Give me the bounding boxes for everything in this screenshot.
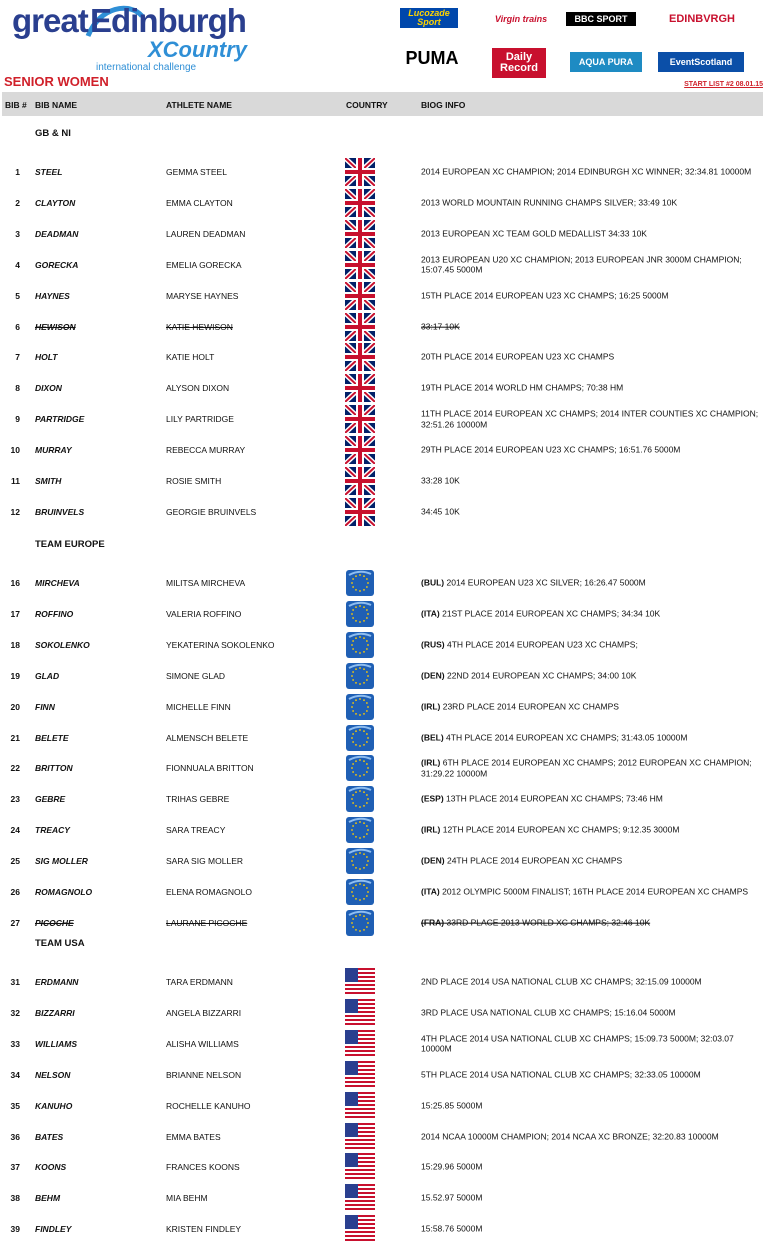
aqua-pura-logo: AQUA PURA — [570, 52, 642, 72]
athlete-name: LAURANE PICOCHE — [166, 917, 248, 928]
bib-number: 23 — [10, 794, 20, 805]
uk-flag-icon — [345, 436, 375, 464]
country-code: (IRL) — [421, 757, 441, 768]
bib-name: FINN — [35, 701, 55, 712]
bib-name: MIRCHEVA — [35, 578, 80, 588]
athlete-name: FIONNUALA BRITTON — [166, 763, 254, 774]
bib-number: 35 — [10, 1100, 20, 1111]
table-row — [0, 784, 768, 814]
bib-name: HOLT — [35, 352, 58, 363]
athlete-name: LAUREN DEADMAN — [166, 228, 246, 239]
athlete-name: YEKATERINA SOKOLENKO — [166, 639, 275, 650]
table-row — [0, 967, 768, 997]
eu-flag-icon — [345, 693, 375, 721]
section-heading: TEAM EUROPE — [35, 539, 105, 550]
bib-name: ROMAGNOLO — [35, 887, 93, 897]
col-bio: BIOG INFO — [421, 100, 466, 110]
biog-info: 2ND PLACE 2014 USA NATIONAL CLUB XC CHAMPS; 32:15.09 10000M — [421, 976, 702, 987]
us-flag-icon — [345, 1092, 375, 1120]
bib-number: 1 — [15, 167, 20, 177]
bib-number: 8 — [15, 383, 20, 394]
uk-flag-icon — [345, 158, 375, 186]
country-code: (IRL) — [421, 824, 441, 835]
table-row — [0, 599, 768, 629]
biog-info: 33:17 10K — [421, 321, 460, 332]
bib-name: BATES — [35, 1131, 64, 1142]
biog-info: 2013 EUROPEAN U20 XC CHAMPION; 2013 EUROPEAN JNR 3000M CHAMPION; 15:07.45 5000M — [421, 254, 742, 275]
uk-flag-icon — [345, 282, 375, 310]
biog-info: 29TH PLACE 2014 EUROPEAN U23 XC CHAMPS; 16:51.76 5000M — [421, 444, 681, 455]
bib-name: SIG MOLLER — [35, 856, 88, 867]
country-code: (IRL) — [421, 701, 441, 712]
bib-name: BEHM — [35, 1193, 61, 1204]
country-code: (FRA) — [421, 917, 445, 928]
table-row — [0, 342, 768, 372]
bib-number: 6 — [15, 321, 20, 332]
start-list-label: START LIST #2 08.01.15 — [684, 81, 763, 88]
athlete-name: KRISTEN FINDLEY — [166, 1224, 242, 1235]
bib-name: TREACY — [35, 825, 70, 836]
athlete-name: REBECCA MURRAY — [166, 445, 246, 456]
uk-flag-icon — [345, 220, 375, 248]
athlete-name: FRANCES KOONS — [166, 1162, 240, 1173]
biog-info: (IRL) 6TH PLACE 2014 EUROPEAN XC CHAMPS; 2012 EUROPEAN XC CHAMPION; 31:29.22 10000M — [421, 757, 752, 779]
bib-name: ERDMANN — [35, 977, 79, 987]
bib-number: 31 — [10, 977, 20, 987]
table-row — [0, 281, 768, 311]
bib-number: 37 — [10, 1162, 20, 1173]
col-bib-name: BIB NAME — [35, 100, 78, 110]
bib-number: 7 — [15, 352, 20, 363]
athlete-name: BRIANNE NELSON — [166, 1069, 242, 1080]
athlete-name: MICHELLE FINN — [166, 701, 231, 712]
bib-number: 32 — [10, 1007, 20, 1018]
biog-info: (BUL) 2014 EUROPEAN U23 XC SILVER; 16:26.47 5000M — [421, 577, 646, 588]
uk-flag-icon — [345, 251, 375, 279]
us-flag-icon — [345, 1030, 375, 1058]
table-row — [0, 692, 768, 722]
bib-name: DEADMAN — [35, 228, 79, 239]
bib-name: CLAYTON — [35, 197, 76, 208]
table-row — [0, 497, 768, 527]
bib-number: 9 — [15, 414, 20, 425]
uk-flag-icon — [345, 189, 375, 217]
table-row — [0, 312, 768, 342]
athlete-name: MIA BEHM — [166, 1193, 208, 1204]
table-row — [0, 1152, 768, 1182]
country-code: (ITA) — [421, 886, 440, 897]
eu-flag-icon — [345, 724, 375, 752]
bib-number: 11 — [11, 476, 20, 486]
logo-edinburgh: Edinburgh — [90, 2, 246, 39]
us-flag-icon — [345, 1153, 375, 1181]
bib-name: PARTRIDGE — [35, 414, 85, 425]
athlete-name: KATIE HOLT — [166, 352, 215, 363]
eu-flag-icon — [345, 569, 375, 597]
table-row — [0, 188, 768, 218]
col-athlete-name: ATHLETE NAME — [166, 100, 232, 110]
biog-info: 15:58.76 5000M — [421, 1223, 483, 1234]
bib-name: BIZZARRI — [35, 1007, 75, 1018]
uk-flag-icon — [345, 467, 375, 495]
biog-info: (RUS) 4TH PLACE 2014 EUROPEAN U23 XC CHAMPS; — [421, 639, 638, 650]
biog-info: 2013 EUROPEAN XC TEAM GOLD MEDALLIST 34:33 10K — [421, 228, 647, 239]
col-country: COUNTRY — [346, 100, 388, 110]
table-row — [0, 404, 768, 434]
table-row — [0, 1029, 768, 1059]
athlete-name: SIMONE GLAD — [166, 670, 226, 681]
biog-info: 15.52.97 5000M — [421, 1192, 483, 1203]
bib-number: 17 — [10, 608, 20, 619]
bib-name: HAYNES — [35, 290, 70, 301]
bib-name: MURRAY — [35, 445, 72, 456]
bib-number: 5 — [15, 290, 20, 301]
bib-name: GLAD — [35, 670, 60, 681]
bib-number: 19 — [10, 670, 20, 681]
biog-info: 2014 NCAA 10000M CHAMPION; 2014 NCAA XC BRONZE; 32:20.83 10000M — [421, 1131, 719, 1142]
daily-record-logo: Daily Record — [492, 48, 546, 78]
bib-number: 20 — [10, 701, 20, 712]
biog-info: (IRL) 23RD PLACE 2014 EUROPEAN XC CHAMPS — [421, 701, 619, 712]
athlete-name: GEMMA STEEL — [166, 167, 227, 177]
uk-flag-icon — [345, 498, 375, 526]
table-row — [0, 435, 768, 465]
table-row — [0, 1183, 768, 1213]
table-row — [0, 661, 768, 691]
athlete-name: VALERIA ROFFINO — [166, 608, 242, 619]
country-code: (BUL) — [421, 577, 445, 588]
event-logo — [10, 2, 260, 74]
uk-flag-icon — [345, 313, 375, 341]
eu-flag-icon — [345, 631, 375, 659]
table-header — [2, 92, 763, 116]
biog-info: (ESP) 13TH PLACE 2014 EUROPEAN XC CHAMPS; 73:46 HM — [421, 793, 663, 804]
bib-number: 24 — [10, 825, 20, 836]
bib-name: WILLIAMS — [35, 1038, 78, 1049]
col-bib: BIB # — [5, 100, 27, 110]
table-row — [0, 1214, 768, 1244]
biog-info: 15TH PLACE 2014 EUROPEAN U23 XC CHAMPS; 16:25 5000M — [421, 290, 669, 301]
bib-number: 39 — [10, 1224, 20, 1235]
table-row — [0, 1122, 768, 1152]
table-row — [0, 877, 768, 907]
uk-flag-icon — [345, 374, 375, 402]
bib-number: 22 — [10, 763, 20, 774]
bib-name: ROFFINO — [35, 608, 74, 619]
us-flag-icon — [345, 1123, 375, 1151]
bib-number: 21 — [10, 732, 20, 743]
table-row — [0, 630, 768, 660]
logo-great: great — [12, 2, 88, 39]
athlete-name: GEORGIE BRUINVELS — [166, 506, 257, 517]
athlete-name: ALISHA WILLIAMS — [166, 1038, 239, 1049]
bbc-sport-logo: BBC SPORT — [566, 12, 636, 26]
biog-info: 3RD PLACE USA NATIONAL CLUB XC CHAMPS; 15:16.04 5000M — [421, 1007, 676, 1018]
eu-flag-icon — [345, 754, 375, 782]
biog-info: (ITA) 2012 OLYMPIC 5000M FINALIST; 16TH PLACE 2014 EUROPEAN XC CHAMPS — [421, 886, 749, 897]
bib-name: FINDLEY — [35, 1224, 72, 1235]
bib-name: GEBRE — [35, 794, 66, 805]
athlete-name: TRIHAS GEBRE — [166, 794, 230, 805]
biog-info: 34:45 10K — [421, 506, 460, 517]
country-code: (RUS) — [421, 639, 445, 650]
country-code: (DEN) — [421, 855, 445, 866]
page-title: SENIOR WOMEN — [4, 74, 109, 89]
athlete-name: SARA SIG MOLLER — [166, 856, 243, 867]
bib-name: NELSON — [35, 1069, 71, 1080]
bib-name: HEWISON — [35, 321, 76, 332]
lucozade-logo: Lucozade Sport — [400, 8, 458, 28]
athlete-name: EMMA CLAYTON — [166, 197, 233, 208]
athlete-name: ROCHELLE KANUHO — [166, 1100, 251, 1111]
biog-info: 15:25.85 5000M — [421, 1100, 483, 1111]
athlete-name: KATIE HEWISON — [166, 321, 233, 332]
athlete-name: EMELIA GORECKA — [166, 259, 242, 270]
biog-info: 33:28 10K — [421, 475, 460, 486]
biog-info: 20TH PLACE 2014 EUROPEAN U23 XC CHAMPS — [421, 352, 615, 363]
athlete-name: ALMENSCH BELETE — [166, 732, 249, 743]
biog-info: (IRL) 12TH PLACE 2014 EUROPEAN XC CHAMPS; 9:12.35 3000M — [421, 824, 680, 835]
us-flag-icon — [345, 999, 375, 1027]
bib-number: 12 — [10, 506, 20, 517]
eu-flag-icon — [345, 847, 375, 875]
us-flag-icon — [345, 1061, 375, 1089]
biog-info: 5TH PLACE 2014 USA NATIONAL CLUB XC CHAMPS; 32:33.05 10000M — [421, 1069, 701, 1080]
logo-xcountry: XCountry — [148, 37, 247, 62]
bib-name: DIXON — [35, 383, 62, 394]
table-row — [0, 466, 768, 496]
bib-number: 34 — [10, 1069, 20, 1080]
bib-number: 26 — [10, 887, 20, 897]
biog-info: (ITA) 21ST PLACE 2014 EUROPEAN XC CHAMPS; 34:34 10K — [421, 608, 661, 619]
bib-name: PICOCHE — [35, 917, 74, 928]
bib-number: 16 — [10, 578, 20, 588]
athlete-name: LILY PARTRIDGE — [166, 414, 234, 425]
us-flag-icon — [345, 968, 375, 996]
biog-info: (BEL) 4TH PLACE 2014 EUROPEAN XC CHAMPS; 31:43.05 10000M — [421, 732, 688, 743]
biog-info: 19TH PLACE 2014 WORLD HM CHAMPS; 70:38 HM — [421, 382, 624, 393]
bib-number: 27 — [10, 917, 20, 928]
table-row — [0, 568, 768, 598]
puma-logo: PUMA — [405, 48, 459, 68]
us-flag-icon — [345, 1184, 375, 1212]
bib-number: 33 — [10, 1038, 20, 1049]
bib-number: 4 — [15, 259, 20, 270]
bib-name: KOONS — [35, 1162, 67, 1173]
table-row — [0, 846, 768, 876]
uk-flag-icon — [345, 405, 375, 433]
biog-info: (DEN) 24TH PLACE 2014 EUROPEAN XC CHAMPS — [421, 855, 623, 866]
bib-name: BELETE — [35, 732, 69, 743]
bib-number: 18 — [10, 639, 20, 650]
uk-flag-icon — [345, 343, 375, 371]
biog-info: (DEN) 22ND 2014 EUROPEAN XC CHAMPS; 34:00 10K — [421, 670, 637, 681]
bib-number: 38 — [10, 1193, 20, 1204]
athlete-name: SARA TREACY — [166, 825, 226, 836]
table-row — [0, 723, 768, 753]
table-row — [0, 815, 768, 845]
us-flag-icon — [345, 1215, 375, 1243]
table-row — [0, 219, 768, 249]
table-row — [0, 373, 768, 403]
athlete-name: ANGELA BIZZARRI — [166, 1007, 242, 1018]
bib-name: SMITH — [35, 476, 62, 486]
virgin-trains-logo: Virgin trains — [494, 13, 548, 24]
event-scotland-logo: EventScotland — [658, 52, 744, 72]
bib-number: 10 — [10, 445, 20, 456]
logo-subtitle: international challenge — [96, 62, 197, 73]
table-row — [0, 1091, 768, 1121]
athlete-name: ELENA ROMAGNOLO — [166, 887, 252, 897]
bib-name: STEEL — [35, 167, 63, 177]
biog-info: 4TH PLACE 2014 USA NATIONAL CLUB XC CHAMPS; 15:09.73 5000M; 32:03.07 10000M — [421, 1033, 734, 1054]
table-row — [0, 250, 768, 280]
athlete-name: EMMA BATES — [166, 1131, 221, 1142]
country-code: (DEN) — [421, 670, 445, 681]
athlete-name: TARA ERDMANN — [166, 977, 233, 987]
athlete-name: MILITSA MIRCHEVA — [166, 578, 246, 588]
bib-name: SOKOLENKO — [35, 639, 90, 650]
table-row — [0, 157, 768, 187]
country-code: (ITA) — [421, 608, 440, 619]
bib-number: 25 — [10, 856, 20, 867]
eu-flag-icon — [345, 816, 375, 844]
bib-number: 36 — [10, 1131, 20, 1142]
eu-flag-icon — [345, 878, 375, 906]
table-row — [0, 908, 768, 938]
bib-name: BRUINVELS — [35, 506, 85, 517]
biog-info: 11TH PLACE 2014 EUROPEAN XC CHAMPS; 2014 INTER COUNTIES XC CHAMPION; 32:51.26 10000M — [421, 408, 759, 430]
bib-number: 3 — [15, 228, 20, 239]
section-heading: TEAM USA — [35, 938, 85, 949]
sponsor-logos — [400, 6, 750, 76]
bib-number: 2 — [15, 197, 20, 208]
table-row — [0, 753, 768, 783]
table-row — [0, 998, 768, 1028]
country-code: (ESP) — [421, 793, 444, 804]
biog-info: 15:29.96 5000M — [421, 1162, 483, 1173]
biog-info: (FRA) 33RD PLACE 2013 WORLD XC CHAMPS; 32:46 10K — [421, 917, 651, 928]
bib-name: KANUHO — [35, 1100, 73, 1111]
country-code: (BEL) — [421, 732, 444, 743]
eu-flag-icon — [345, 600, 375, 628]
athlete-name: ROSIE SMITH — [166, 476, 222, 486]
biog-info: 2014 EUROPEAN XC CHAMPION; 2014 EDINBURGH XC WINNER; 32:34.81 10000M — [421, 166, 752, 177]
eu-flag-icon — [345, 662, 375, 690]
athlete-name: ALYSON DIXON — [166, 383, 230, 394]
eu-flag-icon — [345, 909, 375, 937]
athlete-name: MARYSE HAYNES — [166, 290, 239, 301]
biog-info: 2013 WORLD MOUNTAIN RUNNING CHAMPS SILVER; 33:49 10K — [421, 197, 678, 208]
edinburgh-logo: EDINBVRGH — [668, 12, 735, 25]
bib-name: BRITTON — [35, 763, 73, 774]
table-row — [0, 1060, 768, 1090]
section-heading: GB & NI — [35, 128, 71, 139]
eu-flag-icon — [345, 785, 375, 813]
bib-name: GORECKA — [35, 259, 79, 270]
